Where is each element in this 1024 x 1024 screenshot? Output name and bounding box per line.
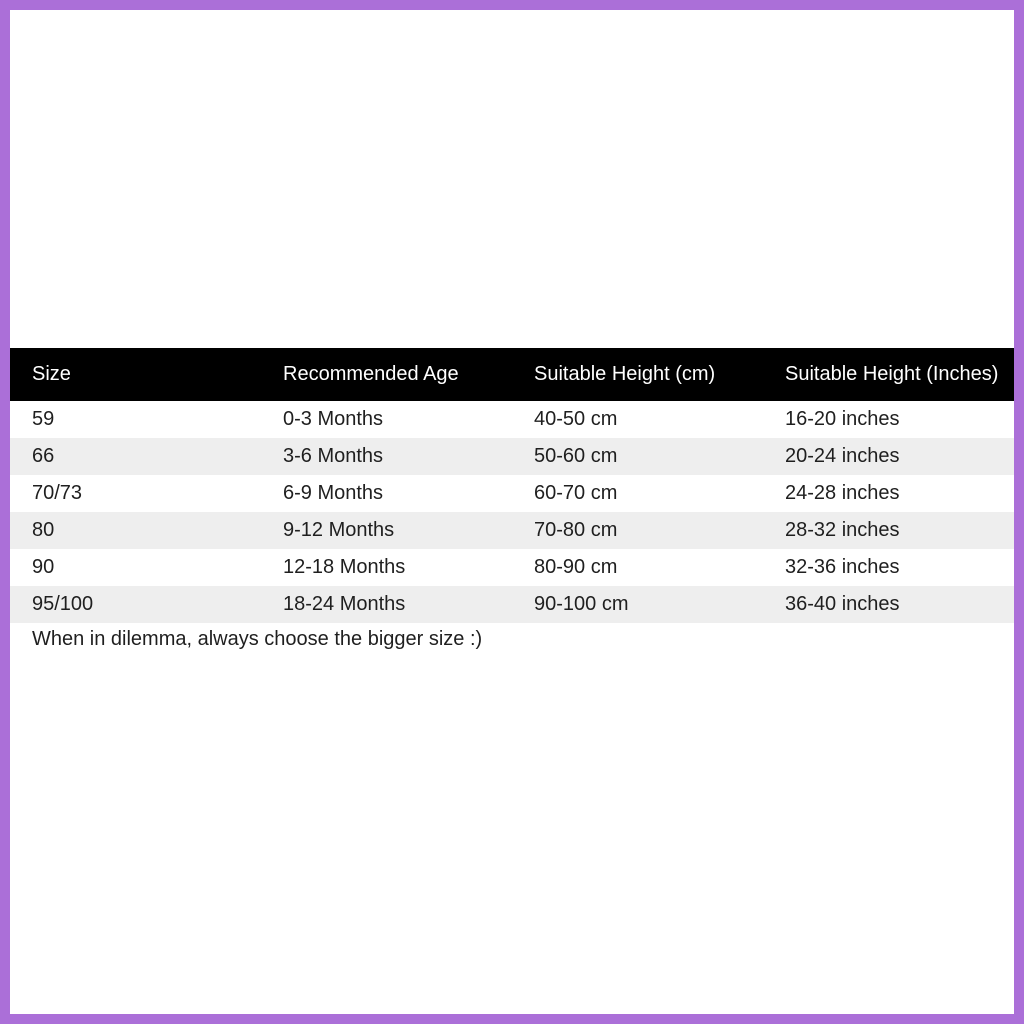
table-row — [10, 512, 1014, 549]
table-header — [10, 348, 1014, 401]
cell-age: 6-9 Months — [261, 475, 512, 512]
header-row — [10, 348, 1014, 401]
cell-height-inches: 24-28 inches — [763, 475, 1014, 512]
cell-height-inches: 36-40 inches — [763, 586, 1014, 623]
cell-size: 95/100 — [10, 586, 261, 623]
cell-age: 0-3 Months — [261, 401, 512, 438]
size-chart-table — [10, 348, 1014, 623]
cell-size: 66 — [10, 438, 261, 475]
table-row — [10, 549, 1014, 586]
cell-height-inches: 20-24 inches — [763, 438, 1014, 475]
header-size: Size — [10, 348, 261, 401]
cell-size: 90 — [10, 549, 261, 586]
cell-height-inches: 16-20 inches — [763, 401, 1014, 438]
cell-size: 70/73 — [10, 475, 261, 512]
table-row — [10, 586, 1014, 623]
cell-height-cm: 60-70 cm — [512, 475, 763, 512]
table-row — [10, 438, 1014, 475]
cell-age: 3-6 Months — [261, 438, 512, 475]
table-row — [10, 401, 1014, 438]
table-body — [10, 401, 1014, 623]
cell-height-cm: 50-60 cm — [512, 438, 763, 475]
cell-age: 12-18 Months — [261, 549, 512, 586]
cell-height-cm: 70-80 cm — [512, 512, 763, 549]
table-row — [10, 475, 1014, 512]
cell-size: 59 — [10, 401, 261, 438]
size-advice-note: When in dilemma, always choose the bigger size :) — [32, 628, 483, 650]
cell-height-cm: 90-100 cm — [512, 586, 763, 623]
cell-height-cm: 80-90 cm — [512, 549, 763, 586]
header-height-cm: Suitable Height (cm) — [512, 348, 763, 401]
header-height-inches: Suitable Height (Inches) — [763, 348, 1014, 401]
cell-height-inches: 32-36 inches — [763, 549, 1014, 586]
cell-height-inches: 28-32 inches — [763, 512, 1014, 549]
cell-size: 80 — [10, 512, 261, 549]
cell-height-cm: 40-50 cm — [512, 401, 763, 438]
cell-age: 9-12 Months — [261, 512, 512, 549]
size-chart-frame — [10, 10, 1014, 1014]
header-recommended-age: Recommended Age — [261, 348, 512, 401]
cell-age: 18-24 Months — [261, 586, 512, 623]
